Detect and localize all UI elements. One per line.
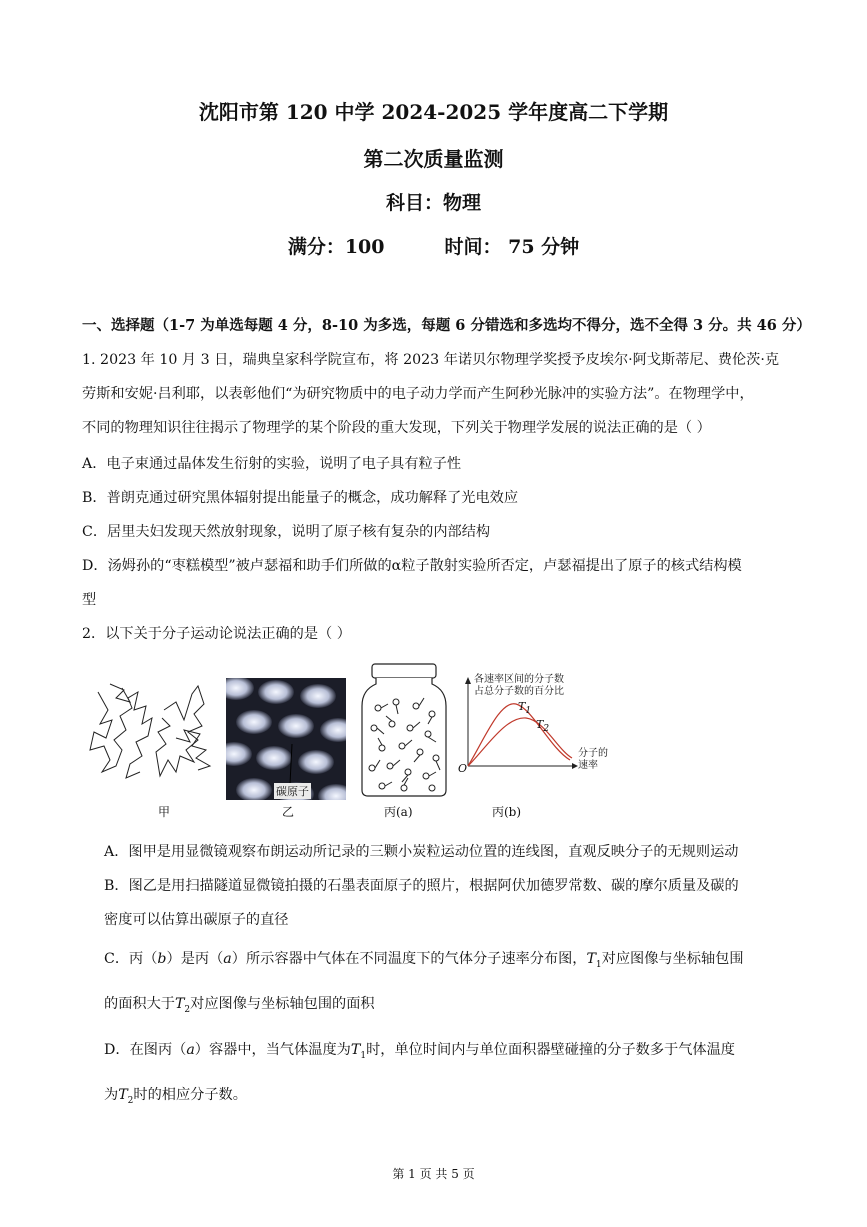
q2-option-b-line2: 密度可以估算出碳原子的直径 — [104, 912, 289, 928]
q2-option-c-line2: 的面积大于$T_2$对应图像与坐标轴包围的面积 — [104, 996, 375, 1015]
graph-origin: O — [458, 762, 468, 775]
curve-t1-label: $T_1$ — [518, 700, 532, 717]
subject-title: 科目：物理 — [385, 192, 481, 214]
school-title: 沈阳市第 120 中学 2024-2025 学年度高二下学期 — [198, 100, 669, 124]
curve-t2-label: $T_2$ — [536, 718, 550, 735]
q2-option-d-line2: 为$T_2$时的相应分子数。 — [104, 1087, 247, 1106]
full-score: 满分：100 — [287, 236, 385, 258]
q1-option-d-line1: D．汤姆孙的“枣糕模型”被卢瑟福和助手们所做的α粒子散射实验所否定，卢瑟福提出了原子的核式结构模 — [82, 558, 742, 574]
q1-stem-line2: 劳斯和安妮·吕利耶，以表彰他们“为研究物质中的电子动力学而产生阿秒光脉冲的实验方法”。在物理学中， — [82, 386, 754, 402]
q1-stem-line1: 1. 2023 年 10 月 3 日，瑞典皇家科学院宣布，将 2023 年诺贝尔物理学奖授予皮埃尔·阿戈斯蒂尼、费伦茨·克 — [82, 352, 780, 368]
figure-yi-graphite-image — [226, 678, 346, 800]
q1-option-b: B．普朗克通过研究黑体辐射提出能量子的概念，成功解释了光电效应 — [82, 490, 519, 506]
page-footer: 第 1 页 共 5 页 — [392, 1167, 475, 1181]
score-time-line — [0, 232, 867, 259]
graph-ylabel-line2: 占总分子数的百分比 — [474, 686, 564, 697]
figure-jia-brownian-path — [80, 680, 220, 790]
q2-option-c-line1: C．丙（b）是丙（a）所示容器中气体在不同温度下的气体分子速率分布图，$T_1$对应图像与坐标轴包围 — [104, 951, 744, 970]
q1-option-d-line2: 型 — [82, 592, 97, 608]
q1-option-a: A．电子束通过晶体发生衍射的实验，说明了电子具有粒子性 — [82, 456, 462, 472]
caption-jia: 甲 — [158, 805, 171, 819]
exam-time: 时间： 75 分钟 — [444, 236, 580, 258]
caption-bing-a: 丙(a) — [384, 805, 413, 819]
section-heading: 一、选择题（1-7 为单选每题 4 分，8-10 为多选，每题 6 分错选和多选均不得分，选不全得 3 分。共 46 分） — [82, 317, 811, 334]
graph-ylabel — [474, 674, 564, 698]
graph-ylabel-line1: 各速率区间的分子数 — [474, 674, 564, 685]
q2-option-d-line1: D．在图丙（a）容器中，当气体温度为$T_1$时，单位时间内与单位面积器壁碰撞的分子数多于气体温度 — [104, 1042, 735, 1061]
q1-option-c: C．居里夫妇发现天然放射现象，说明了原子核有复杂的内部结构 — [82, 524, 491, 540]
graph-xlabel-line2: 速率 — [578, 760, 598, 771]
carbon-atom-label: 碳原子 — [276, 785, 309, 798]
q2-option-b-line1: B．图乙是用扫描隧道显微镜拍摄的石墨表面原子的照片，根据阿伏加德罗常数、碳的摩尔质量及碳的 — [104, 878, 739, 894]
q1-stem-line3: 不同的物理知识往往揭示了物理学的某个阶段的重大发现，下列关于物理学发展的说法正确的是（ ） — [82, 420, 711, 436]
exam-title: 第二次质量监测 — [363, 147, 504, 171]
figure-bing-a-container — [358, 662, 450, 800]
graph-xlabel-line1: 分子的 — [578, 748, 608, 759]
q2-stem: 2．以下关于分子运动论说法正确的是（ ） — [82, 626, 351, 642]
caption-bing-b: 丙(b) — [492, 805, 522, 819]
graph-xlabel — [578, 748, 608, 772]
q2-option-a: A．图甲是用显微镜观察布朗运动所记录的三颗小炭粒运动位置的连线图，直观反映分子的无规则运动 — [104, 844, 739, 860]
caption-yi: 乙 — [282, 805, 295, 819]
